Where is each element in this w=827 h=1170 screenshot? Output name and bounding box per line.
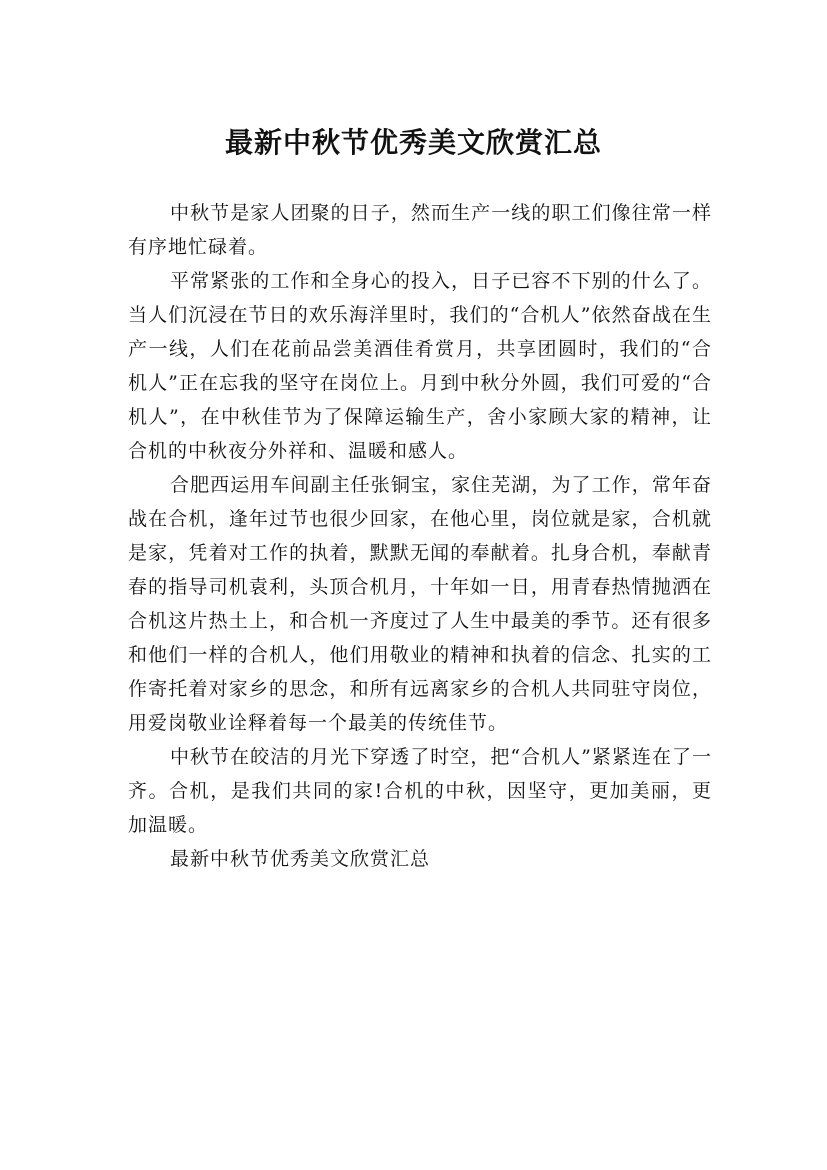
paragraph: 平常紧张的工作和全身心的投入，日子已容不下别的什么了。当人们沉浸在节日的欢乐海洋里时，我们的“合机人”依然奋战在生产一线，人们在花前品尝美酒佳肴赏月，共享团圆时，我们的“合机人”正在忘我的坚守在岗位上。月到中秋分外圆，我们可爱的“合机人”，在中秋佳节为了保障运输生产，舍小家顾大家的精神，让合机的中秋夜分外祥和、温暖和感人。 (128, 270, 712, 462)
paragraph: 中秋节是家人团聚的日子，然而生产一线的职工们像往常一样有序地忙碌着。 (128, 202, 712, 258)
document-body (128, 196, 712, 876)
paragraph: 中秋节在皎洁的月光下穿透了时空，把“合机人”紧紧连在了一齐。合机，是我们共同的家!合机的中秋，因坚守，更加美丽，更加温暖。 (128, 746, 712, 836)
document-title: 最新中秋节优秀美文欣赏汇总 (224, 125, 602, 159)
paragraph: 合肥西运用车间副主任张铜宝，家住芜湖，为了工作，常年奋战在合机，逢年过节也很少回家，在他心里，岗位就是家，合机就是家，凭着对工作的执着，默默无闻的奉献着。扎身合机，奉献青春的指导司机袁利，头顶合机月，十年如一日，用青春热情抛洒在合机这片热土上，和合机一齐度过了人生中最美的季节。还有很多和他们一样的合机人，他们用敬业的精神和执着的信念、扎实的工作寄托着对家乡的思念，和所有远离家乡的合机人共同驻守岗位，用爱岗敬业诠释着每一个最美的传统佳节。 (128, 474, 712, 734)
paragraph: 最新中秋节优秀美文欣赏汇总 (170, 848, 431, 870)
